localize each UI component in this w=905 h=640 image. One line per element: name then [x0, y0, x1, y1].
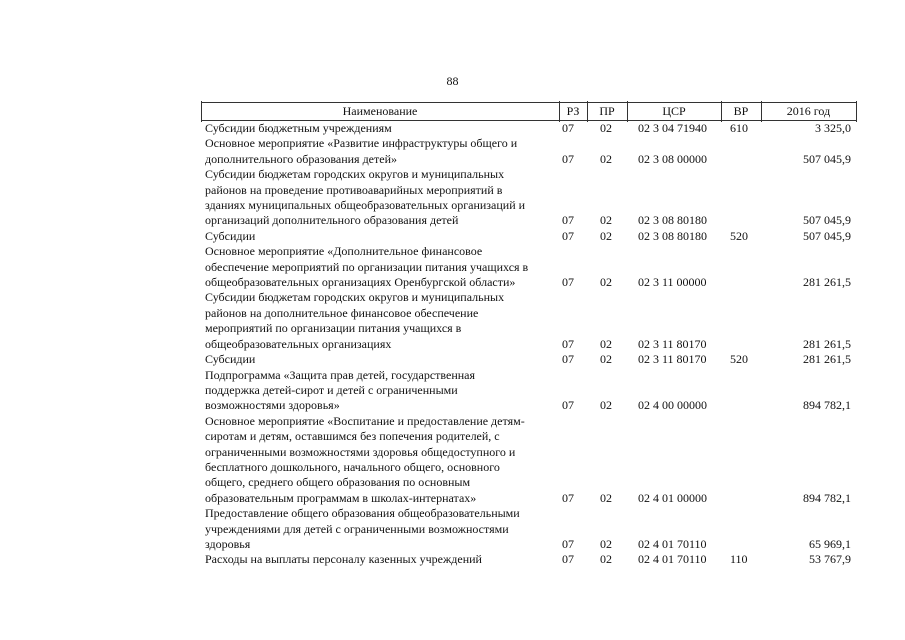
row-name-line: Основное мероприятие «Дополнительное финансовое: [205, 244, 483, 259]
row-name-line: Субсидии: [205, 352, 256, 367]
row-name-line: Субсидии бюджетам городских округов и муниципальных: [205, 167, 505, 182]
row-name: [201, 368, 550, 414]
row-name-line: бесплатного дошкольного, начального общего, основного: [205, 459, 500, 474]
row-sum: 507 045,9: [803, 213, 851, 228]
row-vr: 110: [730, 552, 748, 567]
row-name: [201, 290, 550, 352]
row-csr: 02 3 11 00000: [638, 275, 707, 290]
row-name: [201, 506, 550, 552]
row-name: [201, 136, 550, 167]
row-csr: 02 4 01 00000: [638, 490, 707, 505]
table-row: [201, 414, 857, 506]
row-rz: 07: [562, 352, 574, 367]
row-name-line: организаций дополнительного образования детей: [205, 213, 459, 228]
header-pr: ПР: [599, 104, 615, 118]
row-pr: 02: [600, 213, 612, 228]
row-name-line: обеспечение мероприятий по организации питания учащихся в: [205, 259, 529, 274]
row-csr: 02 4 01 70110: [638, 536, 707, 551]
row-name: [201, 552, 550, 567]
row-pr: 02: [600, 121, 612, 135]
row-csr: 02 3 04 71940: [638, 121, 707, 135]
row-pr: 02: [600, 490, 612, 505]
table-row: [201, 136, 857, 167]
row-name-line: Основное мероприятие «Развитие инфраструктуры общего и: [205, 136, 518, 151]
row-csr: 02 3 11 80170: [638, 336, 707, 351]
row-pr: 02: [600, 228, 612, 243]
table-row: [201, 121, 857, 136]
table-row: [201, 229, 857, 244]
row-pr: 02: [600, 275, 612, 290]
header-csr: ЦСР: [662, 104, 686, 118]
row-rz: 07: [562, 151, 574, 166]
row-pr: 02: [600, 352, 612, 367]
table-row: [201, 352, 857, 367]
row-name-line: возможностями здоровья»: [205, 398, 340, 413]
row-name-line: Основное мероприятие «Воспитание и предоставление детям-: [205, 413, 525, 428]
row-rz: 07: [562, 336, 574, 351]
row-sum: 281 261,5: [803, 275, 851, 290]
row-name: [201, 229, 550, 244]
row-sum: 53 767,9: [809, 552, 851, 567]
row-name-line: учреждениями для детей с ограниченными возможностями: [205, 521, 509, 536]
header-rz: РЗ: [566, 104, 580, 118]
row-pr: 02: [600, 398, 612, 413]
row-name: [201, 244, 550, 290]
row-name-line: здоровья: [205, 536, 251, 551]
row-sum: 507 045,9: [803, 228, 851, 243]
row-name-line: зданиях муниципальных общеобразовательных организаций и: [205, 198, 526, 213]
page-number: 88: [446, 74, 459, 88]
row-rz: 07: [562, 398, 574, 413]
table-row: [201, 368, 857, 414]
row-sum: 3 325,0: [815, 121, 851, 135]
header-vr: ВР: [733, 104, 749, 118]
row-pr: 02: [600, 336, 612, 351]
row-name-line: Субсидии бюджетным учреждениям: [205, 121, 392, 135]
row-rz: 07: [562, 121, 574, 135]
row-sum: 894 782,1: [803, 398, 851, 413]
row-csr: 02 3 08 00000: [638, 151, 707, 166]
row-csr: 02 3 08 80180: [638, 213, 707, 228]
row-pr: 02: [600, 151, 612, 166]
row-sum: 894 782,1: [803, 490, 851, 505]
row-name-line: мероприятий по организации питания учащихся в: [205, 321, 462, 336]
table-row: [201, 552, 857, 567]
row-name-line: Субсидии: [205, 228, 256, 243]
row-name-line: общего, среднего общего образования по основным: [205, 475, 471, 490]
row-sum: 281 261,5: [803, 352, 851, 367]
row-name-line: ограниченными возможностями здоровья общедоступного и: [205, 444, 516, 459]
row-name: [201, 414, 550, 506]
row-rz: 07: [562, 490, 574, 505]
row-rz: 07: [562, 213, 574, 228]
row-name-line: поддержка детей-сирот и детей с ограниченными: [205, 382, 458, 397]
row-csr: 02 3 08 80180: [638, 228, 707, 243]
row-name: [201, 167, 550, 229]
row-name-line: Подпрограмма «Защита прав детей, государственная: [205, 367, 476, 382]
row-sum: 281 261,5: [803, 336, 851, 351]
table-header: [201, 102, 857, 121]
row-name-line: районов на проведение противоаварийных мероприятий в: [205, 182, 503, 197]
row-name-line: Субсидии бюджетам городских округов и муниципальных: [205, 290, 505, 305]
header-name: Наименование: [342, 104, 418, 118]
row-name: [201, 352, 550, 367]
row-rz: 07: [562, 552, 574, 567]
row-name-line: районов на дополнительное финансовое обеспечение: [205, 305, 479, 320]
row-vr: 520: [730, 228, 748, 243]
row-pr: 02: [600, 552, 612, 567]
row-name-line: Расходы на выплаты персоналу казенных учреждений: [205, 552, 482, 567]
row-csr: 02 4 01 70110: [638, 552, 707, 567]
row-name-line: Предоставление общего образования общеобразовательными: [205, 506, 520, 521]
table-row: [201, 167, 857, 229]
row-rz: 07: [562, 536, 574, 551]
table-row: [201, 290, 857, 352]
table-row: [201, 506, 857, 552]
table-row: [201, 244, 857, 290]
row-vr: 520: [730, 352, 748, 367]
row-vr: 610: [730, 121, 748, 135]
row-csr: 02 3 11 80170: [638, 352, 707, 367]
row-rz: 07: [562, 228, 574, 243]
header-year: 2016 год: [786, 104, 831, 118]
row-pr: 02: [600, 536, 612, 551]
table-body: [201, 121, 857, 568]
row-name-line: образовательным программам в школах-интернатах»: [205, 490, 477, 505]
row-csr: 02 4 00 00000: [638, 398, 707, 413]
row-name-line: общеобразовательных организациях Оренбургской области»: [205, 275, 516, 290]
row-rz: 07: [562, 275, 574, 290]
row-name-line: дополнительного образования детей»: [205, 151, 397, 166]
row-name-line: сиротам и детям, оставшимся без попечения родителей, с: [205, 429, 500, 444]
row-name: [201, 121, 550, 136]
row-sum: 65 969,1: [809, 536, 851, 551]
row-sum: 507 045,9: [803, 151, 851, 166]
row-name-line: общеобразовательных организациях: [205, 336, 392, 351]
budget-table: [201, 102, 857, 568]
